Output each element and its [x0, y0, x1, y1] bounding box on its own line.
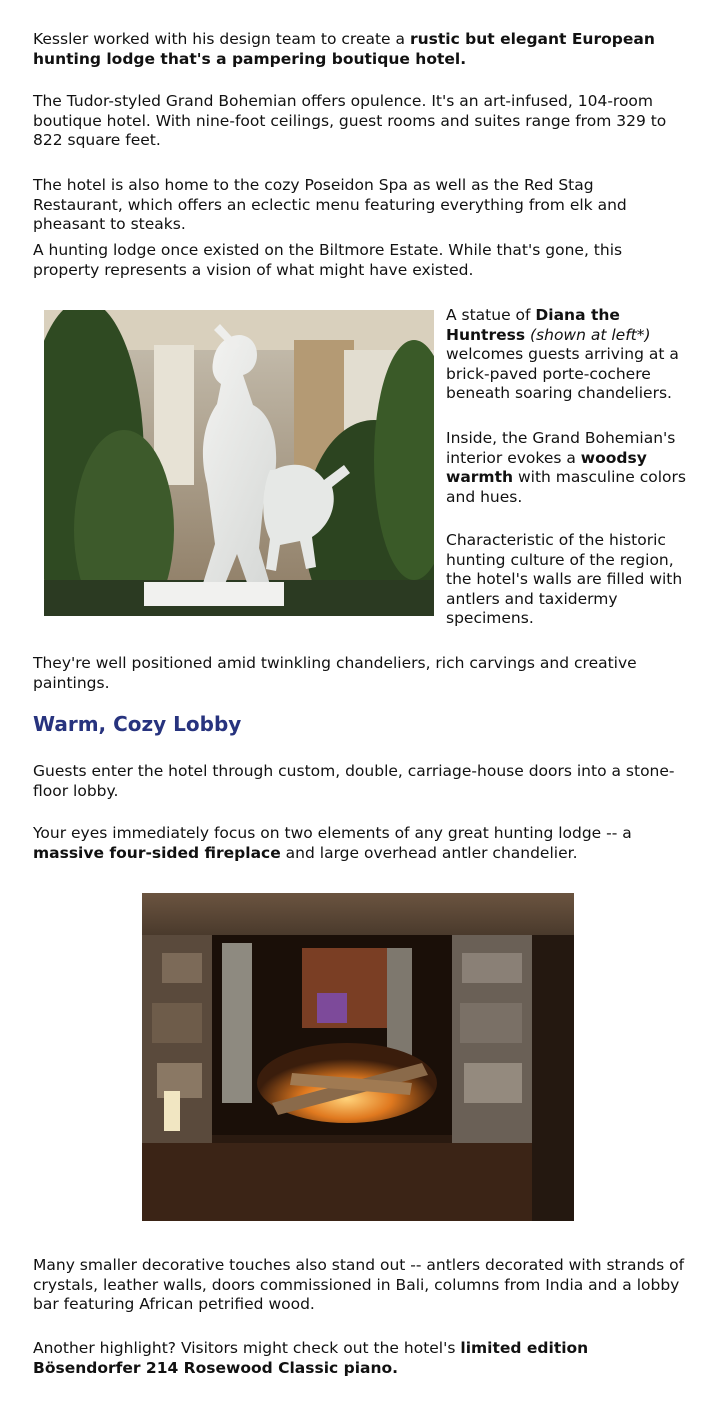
hotel-description-paragraph: The Tudor-styled Grand Bohemian offers opulence. It's an art-infused, 104-room boutique hotel. With nine-foot ceilings, guest rooms and suites range from 329 to 822 square feet. — [33, 92, 667, 149]
diana-caption: A statue of Diana the Huntress (shown at left*) welcomes guests arriving at a brick-paved porte-cochere beneath soaring chandeliers. — [446, 306, 679, 402]
intro-paragraph: Kessler worked with his design team to create a rustic but elegant European hunting lodge that's a pampering boutique hotel. — [33, 30, 655, 68]
intro-bold-text: rustic but elegant European hunting lodge that's a pampering boutique hotel. — [33, 30, 655, 68]
section-heading: Warm, Cozy Lobby — [33, 712, 242, 736]
biltmore-paragraph: A hunting lodge once existed on the Biltmore Estate. While that's gone, this property represents a vision of what might have existed. — [33, 241, 623, 279]
fireplace-photo — [142, 893, 574, 1221]
diana-note: (shown at left*) — [530, 325, 651, 344]
chandeliers-paragraph: They're well positioned amid twinkling chandeliers, rich carvings and creative paintings. — [33, 654, 637, 692]
spa-restaurant-paragraph: The hotel is also home to the cozy Poseidon Spa as well as the Red Stag Restaurant, which offers an eclectic menu featuring everything from elk and pheasant to steaks. — [33, 176, 627, 233]
piano-paragraph: Another highlight? Visitors might check out the hotel's limited edition Bösendorfer 214 Rosewood Classic piano. — [33, 1339, 589, 1377]
decorative-touches-paragraph: Many smaller decorative touches also stand out -- antlers decorated with strands of crystals, leather walls, doors commissioned in Bali, columns from India and a lobby bar featuring African petrified wood. — [33, 1256, 685, 1313]
fireplace-paragraph: Your eyes immediately focus on two elements of any great hunting lodge -- a massive four-sided fireplace and large overhead antler chandelier. — [33, 824, 632, 862]
fireplace-bold-text: massive four-sided fireplace — [33, 843, 281, 862]
piano-bold-text: limited edition Bösendorfer 214 Rosewood Classic piano. — [33, 1339, 589, 1377]
woodsy-warmth-text: woodsy warmth — [446, 448, 647, 486]
interior-caption: Inside, the Grand Bohemian's interior evokes a woodsy warmth with masculine colors and hues. — [446, 429, 686, 506]
diana-statue-photo — [44, 310, 434, 616]
diana-name: Diana the Huntress — [446, 306, 620, 344]
entry-paragraph: Guests enter the hotel through custom, double, carriage-house doors into a stone-floor lobby. — [33, 762, 675, 800]
hunting-culture-caption: Characteristic of the historic hunting culture of the region, the hotel's walls are filled with antlers and taxidermy specimens. — [446, 531, 683, 627]
